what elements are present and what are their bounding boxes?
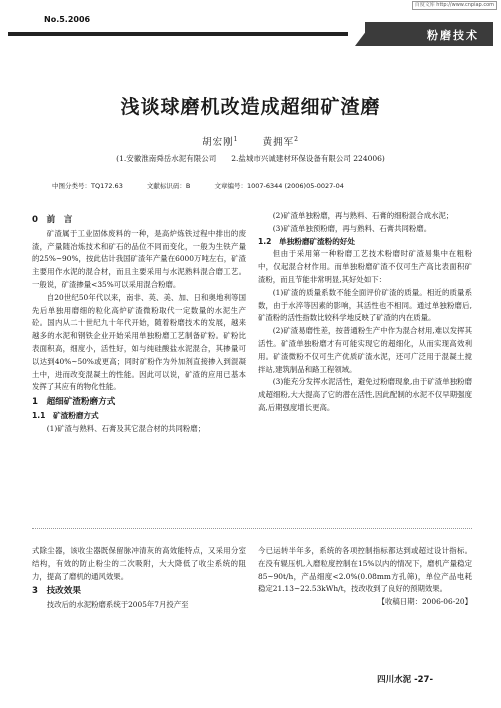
- paragraph: 式除尘器，该收尘器既保留脉冲清灰的高效能特点，又采用分室结构，有效的防止粉尘的二次吸附，大大降低了收尘系统的阻力，提高了磨机的通风效果。: [32, 546, 246, 581]
- paragraph: (1)矿渣与熟料、石膏及其它混合材的共同粉磨；: [46, 423, 206, 433]
- paragraph: 矿渣属于工业固体废料的一种，是高炉炼铁过程中排出的废渣，产量随冶炼技术和矿石的品位不同而变化，一般为生铁产量的25%~90%，按此估计我国矿渣年产量在6000万吨左右，矿渣主要用作水泥的混合材，而且主要采用与水泥熟料混合磨工艺。一般说，矿渣掺量<35%可以采用混合粉磨。: [32, 228, 246, 289]
- paragraph: 自20世纪50年代以来，南非、英、美、加、日和奥地利等国先后单独用磨细的粒化高炉矿渣微粉取代一定数量的水泥生产砼。国内从二十世纪九十年代开始，随着粉磨技术的发展，越来越多的水泥和钢铁企业开始采用单独粉磨工艺制备矿粉。矿粉比表面积高，细度小，活性好，如与纯硅酸盐水泥混合，其掺量可以达到40%~50%或更高；同时矿粉作为外加剂直接掺入到混凝土中，进而改变混凝土的性能。因此可以说，矿渣的应用已基本发挥了其应有的物化性能。: [32, 292, 246, 392]
- authors: [0, 134, 501, 148]
- section-banner-label: 粉磨技术: [427, 29, 479, 42]
- issue-number: No.5.2006: [44, 15, 91, 24]
- watermark: 百度文库 http://www.cnpiap.com: [412, 1, 497, 10]
- section-heading-intro: 0 前 言: [32, 215, 73, 225]
- author-2-mark: 2: [294, 135, 299, 143]
- article-id: 文章编号：1007-6344 (2006)05-0027-04: [214, 182, 344, 190]
- doc-code: 文献标识码：B: [146, 182, 191, 190]
- paragraph: 今已运转半年多，系统的各项控制指标都达到或超过设计指标。在没有辊压机,入磨粒度控制在15%以内的情况下，磨机产量稳定85~90t/h，产品细度<2.0%(0.08mm方孔筛)，单位产品电耗稳定21.13~22.53kWh/t，技改收到了良好的预期效果。: [258, 546, 472, 594]
- received-date: 【收稿日期：2006-06-20】: [377, 597, 472, 607]
- paragraph: (2)矿渣易磨性差，按普通粉生产中作为混合材用,难以发挥其活性。矿渣单独粉磨才有可能实现它的超细化，从而实现高效利用。矿渣微粉不仅可生产优质矿渣水泥，还可广泛用于混凝土搅拌站,建筑制品和路工程领域。: [258, 326, 472, 374]
- page-footer: 四川水泥 -27-: [377, 675, 433, 685]
- paragraph: (1)矿渣的质量系数不能全面评价矿渣的质量。相近的质量系数，由于水淬等因素的影响，其活性也不相同。通过单独粉磨后,矿渣粉的活性指数比较科学地反映了矿渣的内在质量。: [258, 287, 472, 323]
- author-1: 胡宏刚: [202, 137, 234, 148]
- section-heading-3: 3 技改效果: [32, 586, 81, 597]
- section-banner: [365, 22, 493, 46]
- paragraph: 技改后的水泥粉磨系统于2005年7月投产至: [46, 600, 189, 610]
- subsection-heading-1-2: 1.2 单独粉磨矿渣粉的好处: [258, 236, 355, 246]
- paragraph: 但由于采用第一种粉磨工艺技术粉磨时矿渣易集中在粗粉中，仅起混合材作用。而单独粉磨矿渣不仅可生产高比表面积矿渣粉，而且节能非常明显,其好处如下：: [258, 249, 472, 284]
- paragraph: (2)矿渣单独粉磨，再与熟料、石膏的细粉混合成水泥；: [272, 211, 454, 220]
- paragraph: (3)能充分发挥水泥活性，避免过粉磨现象,由于矿渣单独粉磨成超细粉,大大提高了它的潜在活性,因此配制的水泥不仅早期强度高,后期强度增长更高。: [258, 377, 472, 412]
- article-title: 浅谈球磨机改造成超细矿渣磨: [120, 96, 381, 118]
- left-column-bottom: [32, 545, 246, 612]
- clc-number: 中图分类号：TQ172.63: [52, 182, 123, 190]
- right-column-bottom: [258, 545, 472, 609]
- right-column-top: [258, 210, 472, 415]
- article-meta: [52, 181, 452, 190]
- section-heading-1: 1 超细矿渣粉磨方式: [32, 397, 116, 408]
- header-rule: [8, 32, 348, 36]
- subsection-heading-1-1: 1.1 矿渣粉磨方式: [32, 410, 99, 420]
- paragraph: (3)矿渣单独预粉磨，再与熟料、石膏共同粉磨。: [272, 223, 432, 233]
- author-2: 黄拥军: [262, 137, 295, 148]
- affiliation: (1.安徽淮南舜岳水泥有限公司 2.盐城市兴诚建材环保设备有限公司 224006): [116, 154, 385, 163]
- page-break-rule: [32, 528, 472, 529]
- author-1-mark: 1: [233, 135, 239, 143]
- left-column-top: [32, 212, 246, 436]
- journal-header: [0, 8, 501, 46]
